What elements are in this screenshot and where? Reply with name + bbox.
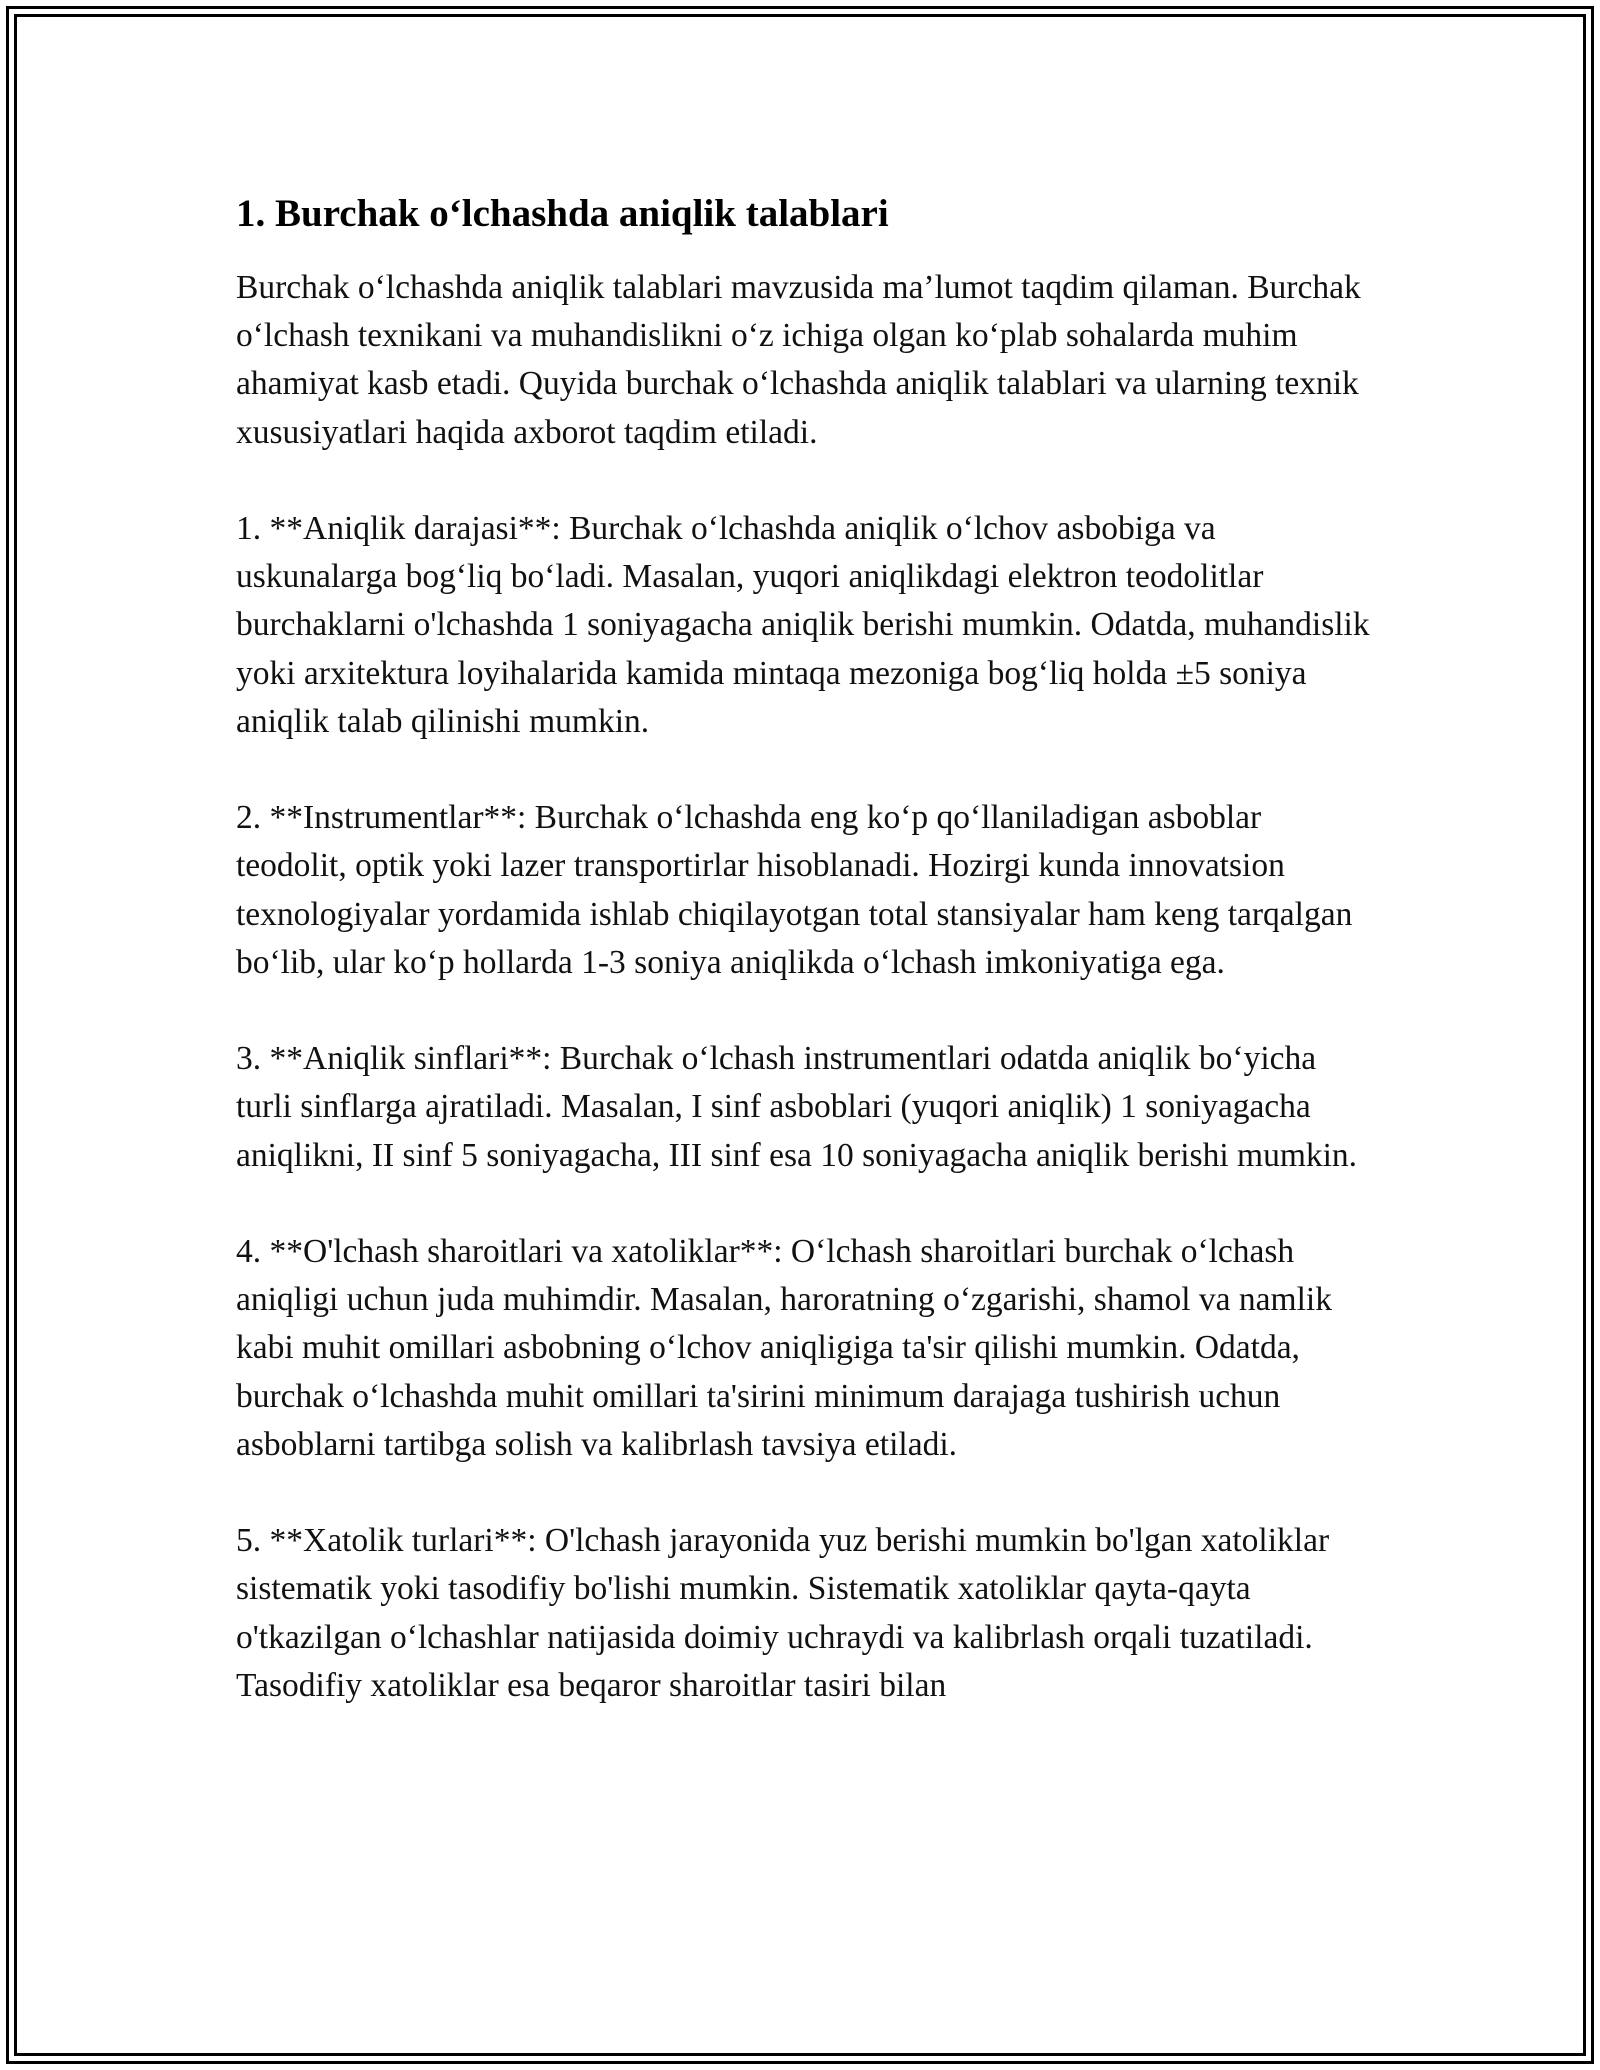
paragraph-accuracy-level: 1. **Aniqlik darajasi**: Burchak o‘lchashda aniqlik o‘lchov asbobiga va uskunalarga bog‘liq bo‘ladi. Masalan, yuqori aniqlikdagi elektron teodolitlar burchaklarni o'lchashda 1 soniyagacha aniqlik berishi mumkin. Odatda, muhandislik yoki arxitektura loyihalarida kamida mintaqa mezoniga bog‘liq holda ±5 soniya aniqlik talab qilinishi mumkin. [236,510,1370,740]
paragraph-error-types: 5. **Xatolik turlari**: O'lchash jarayonida yuz berishi mumkin bo'lgan xatoliklar sistematik yoki tasodifiy bo'lishi mumkin. Sistematik xatoliklar qayta-qayta o'tkazilgan o‘lchashlar natijasida doimiy uchraydi va kalibrlash orqali tuzatiladi. Tasodifiy xatoliklar esa beqaror sharoitlar tasiri bilan [236,1522,1330,1704]
paragraph-instruments: 2. **Instrumentlar**: Burchak o‘lchashda eng ko‘p qo‘llaniladigan asboblar teodolit, optik yoki lazer transportirlar hisoblanadi. Hozirgi kunda innovatsion texnologiyalar yordamida ishlab chiqilayotgan total stansiyalar ham keng tarqalgan bo‘lib, ular ko‘p hollarda 1-3 soniya aniqlikda o‘lchash imkoniyatiga ega. [236,799,1353,981]
intro-paragraph: Burchak o‘lchashda aniqlik talablari mavzusida ma’lumot taqdim qilaman. Burchak o‘lchash texnikani va muhandislikni o‘z ichiga olgan ko‘plab sohalarda muhim ahamiyat kasb etadi. Quyida burchak o‘lchashda aniqlik talablari va ularning texnik xususiyatlari haqida axborot taqdim etiladi. [236,269,1361,451]
document-title: 1. Burchak o‘lchashda aniqlik talablari [236,192,889,235]
paragraph-measurement-conditions: 4. **O'lchash sharoitlari va xatoliklar**: O‘lchash sharoitlari burchak o‘lchash aniqligi uchun juda muhimdir. Masalan, haroratning o‘zgarishi, shamol va namlik kabi muhit omillari asbobning o‘lchov aniqligiga ta'sir qilishi mumkin. Odatda, burchak o‘lchashda muhit omillari ta'sirini minimum darajaga tushirish uchun asboblarni tartibga solish va kalibrlash tavsiya etiladi. [236,1233,1332,1463]
document-body [236,186,1376,1758]
paragraph-accuracy-classes: 3. **Aniqlik sinflari**: Burchak o‘lchash instrumentlari odatda aniqlik bo‘yicha turli sinflarga ajratiladi. Masalan, I sinf asboblari (yuqori aniqlik) 1 soniyagacha aniqlikni, II sinf 5 soniyagacha, III sinf esa 10 soniyagacha aniqlik berishi mumkin. [236,1040,1358,1174]
